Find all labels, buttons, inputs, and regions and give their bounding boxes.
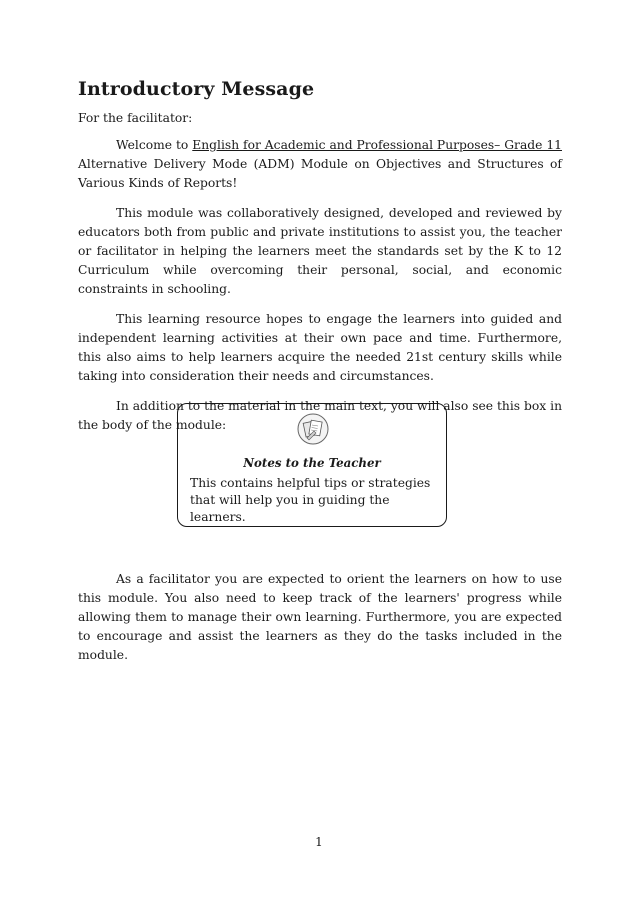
welcome-lead: Welcome to	[116, 138, 193, 152]
page-number: 1	[315, 835, 323, 849]
box-intro-paragraph: In addition to the material in the main text, you will also see this box in the body of the module:	[78, 399, 562, 432]
page-content	[78, 76, 562, 435]
for-facilitator-label: For the facilitator:	[78, 111, 193, 125]
note-box-text: This contains helpful tips or strategies that will help you in guiding the learners.	[190, 476, 431, 524]
notes-icon	[297, 413, 329, 445]
module-title: English for Academic and Professional Purposes– Grade 11	[192, 138, 562, 152]
note-box-title: Notes to the Teacher	[243, 456, 381, 470]
welcome-rest: Alternative Delivery Mode (ADM) Module on Objectives and Structures of Various Kinds of Reports!	[78, 157, 562, 190]
facilitator-role-paragraph: As a facilitator you are expected to orient the learners on how to use this module. You also need to keep track of the learners' progress while allowing them to manage their own learning. Furthermore, you are expected to encourage and assist the learners as they do the tasks included in the module.	[78, 572, 562, 662]
notes-to-teacher-box	[177, 403, 447, 527]
welcome-paragraph	[78, 136, 562, 193]
design-paragraph: This module was collaboratively designed, developed and reviewed by educators both from public and private institutions to assist you, the teacher or facilitator in helping the learners meet the standards set by the K to 12 Curriculum while overcoming their personal, social, and economic constraints in schooling.	[78, 206, 562, 296]
resource-paragraph: This learning resource hopes to engage the learners into guided and independent learning activities at their own pace and time. Furthermore, this also aims to help learners acquire the needed 21st century skills while taking into consideration their needs and circumstances.	[78, 312, 562, 383]
page-title: Introductory Message	[78, 78, 315, 100]
